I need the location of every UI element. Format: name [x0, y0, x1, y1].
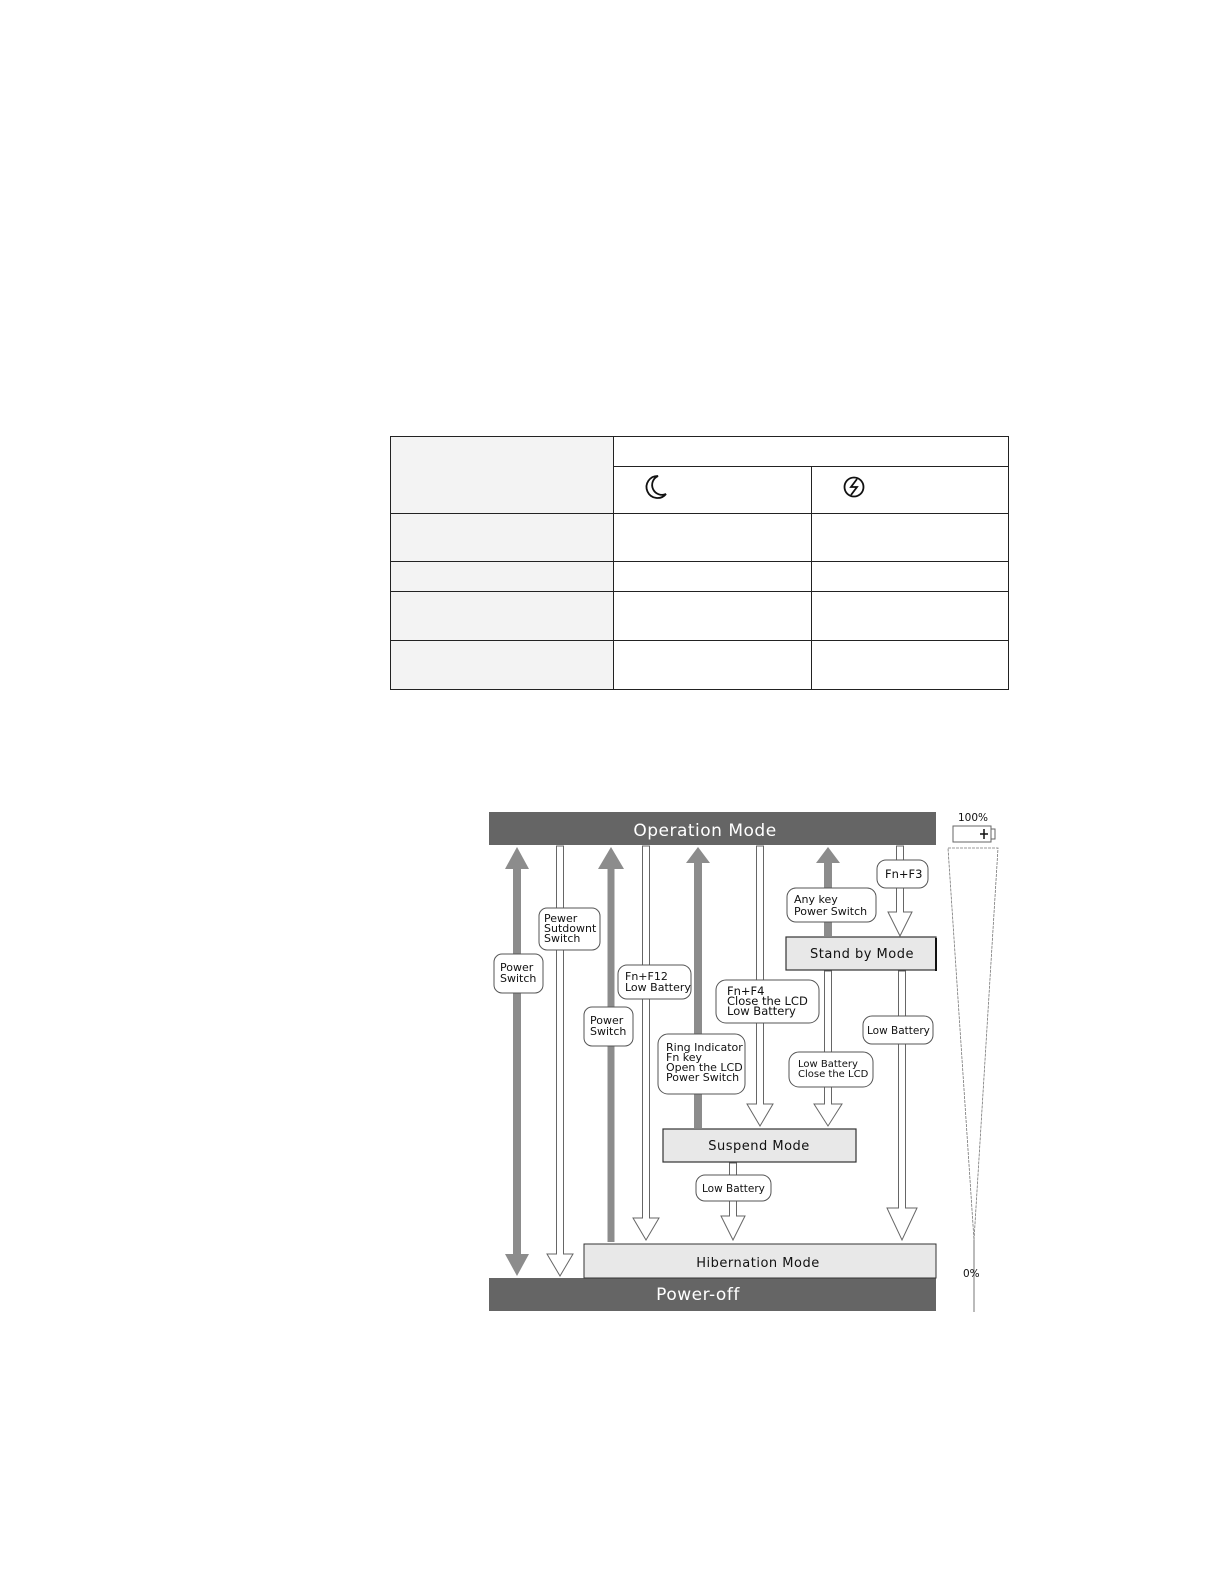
hibernation-mode-label: Hibernation Mode	[696, 1256, 820, 1271]
svg-text:PowerSwitch	[590, 1014, 626, 1038]
callout-line: Switch	[590, 1025, 627, 1038]
callout-line: Ring Indicator	[666, 1041, 743, 1054]
callout-line: Sutdownt	[544, 922, 597, 935]
callout-line: Fn key	[666, 1051, 703, 1064]
operation-mode-label: Operation Mode	[633, 821, 777, 841]
callout-line: Low Battery	[867, 1025, 930, 1037]
svg-text:Ring IndicatorFn keyOpen the L	[666, 1041, 743, 1084]
callout-line: Fn+F4	[727, 984, 765, 998]
callout-line: Close the LCD	[798, 1069, 869, 1080]
suspend-mode-label: Suspend Mode	[708, 1139, 810, 1154]
callout-line: Power	[590, 1014, 624, 1027]
arrow-power-switch-down	[505, 1060, 529, 1276]
callout-line: Close the LCD	[727, 994, 808, 1008]
callout-line: Power Switch	[794, 905, 868, 918]
callout-low-battery-suspend	[696, 1175, 771, 1201]
arrow-operation-to-hibernation	[633, 846, 659, 1240]
callout-power-switch-2	[584, 1007, 633, 1046]
battery-empty-label: 0%	[963, 1268, 980, 1280]
callout-any-key-power-switch	[787, 888, 876, 922]
callout-line: Power Switch	[666, 1071, 740, 1084]
callout-line: Low Battery	[625, 981, 691, 994]
callout-low-battery-standby	[863, 1016, 933, 1044]
callout-line: Fn+F3	[885, 867, 923, 881]
battery-gauge	[948, 812, 998, 1312]
callout-line: Pewer	[544, 912, 578, 925]
arrow-standby-to-hibernation	[887, 971, 917, 1240]
callout-line: Power	[500, 961, 534, 974]
battery-full-label: 100%	[958, 812, 989, 824]
power-off-label: Power-off	[656, 1285, 740, 1305]
callout-fn-f4-group	[716, 980, 819, 1023]
callout-fn-f12-low-battery	[618, 965, 691, 999]
callout-line: Low Battery	[798, 1059, 858, 1070]
callout-power-shutdown-switch	[539, 908, 600, 950]
callout-fn-f3	[877, 860, 928, 888]
callout-line: Open the LCD	[666, 1061, 743, 1074]
callout-ring-indicator-group	[658, 1034, 745, 1094]
callout-line: Low Battery	[702, 1183, 765, 1195]
callout-power-switch-1	[494, 954, 543, 993]
callout-line: Low Battery	[727, 1004, 796, 1018]
battery-level-wedge	[948, 848, 998, 1240]
callout-line: Any key	[794, 893, 838, 906]
standby-mode-label: Stand by Mode	[810, 947, 914, 962]
callout-line: Switch	[500, 972, 537, 985]
battery-icon	[953, 826, 995, 842]
callout-low-battery-close-lcd	[789, 1052, 873, 1087]
callout-line: Fn+F12	[625, 970, 668, 983]
svg-text:PowerSwitch	[500, 961, 536, 985]
callout-line: Switch	[544, 932, 581, 945]
